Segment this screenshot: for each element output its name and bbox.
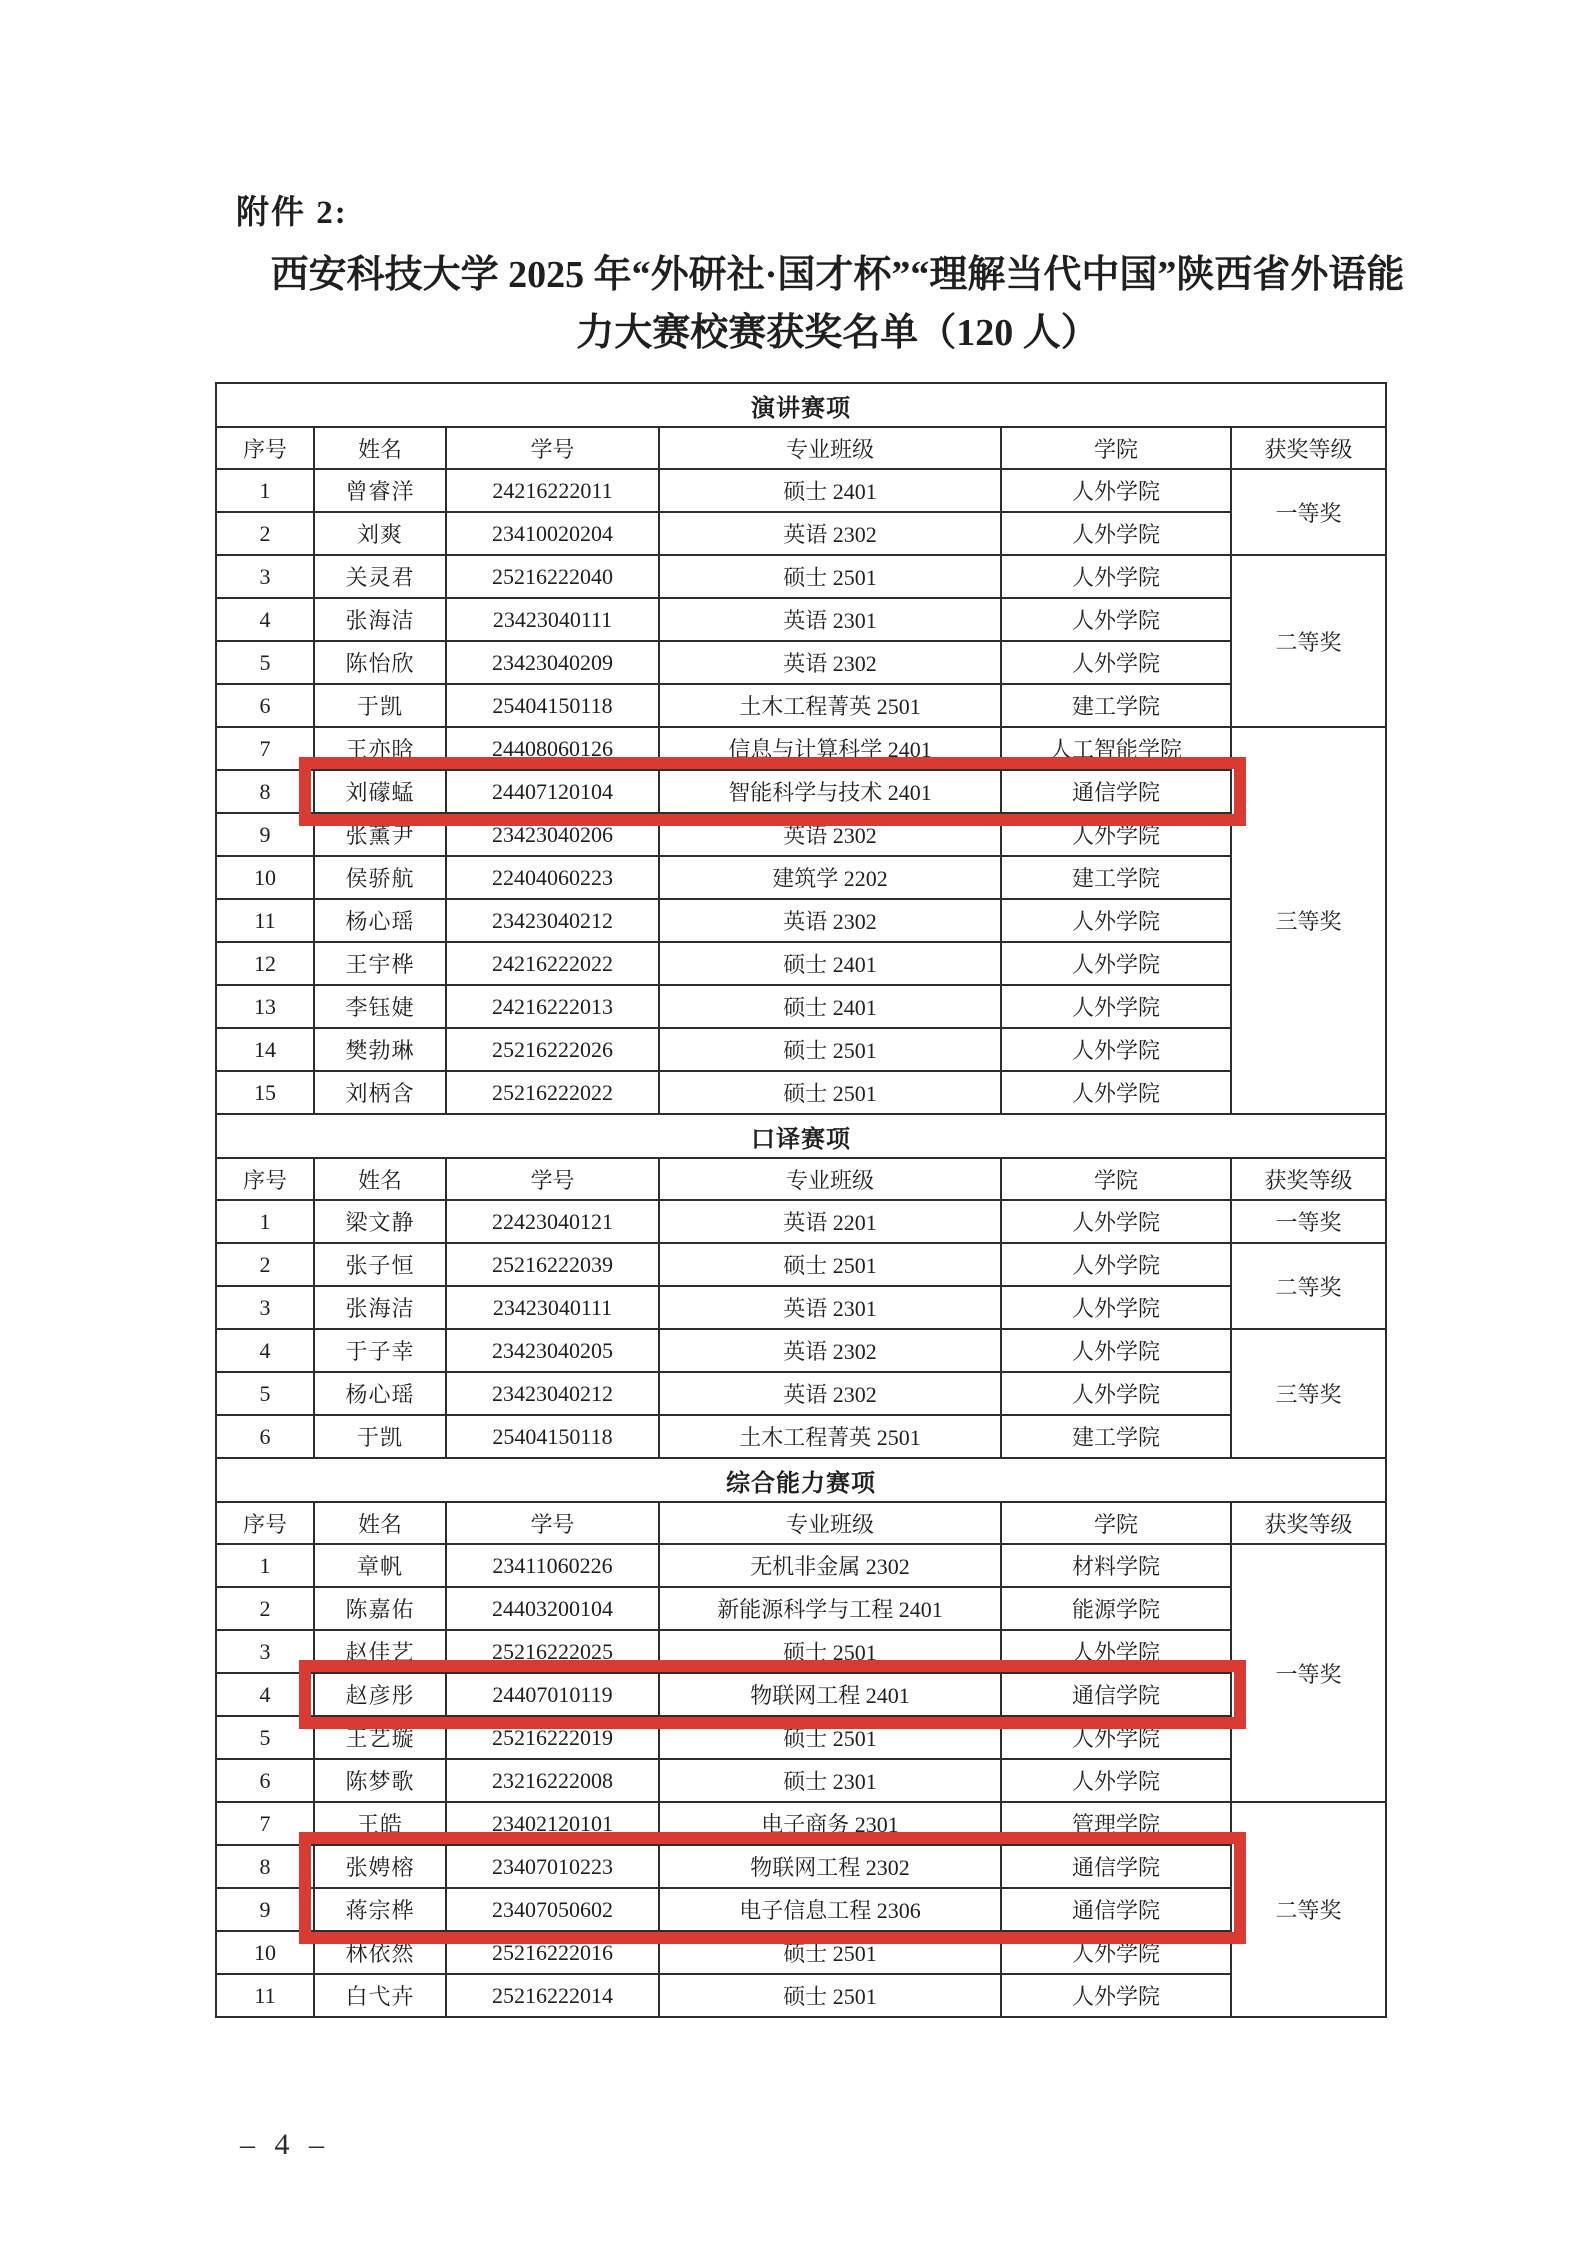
col-header-college: 学院 [1001,427,1231,469]
table-row [216,684,1386,727]
cell-major: 硕士 2401 [659,942,1001,985]
cell-no: 9 [216,1888,314,1931]
cell-no: 12 [216,942,314,985]
page-number: – 4 – [240,2128,330,2161]
table-row [216,942,1386,985]
cell-no: 11 [216,899,314,942]
col-header-name: 姓名 [314,1502,446,1544]
table-row [216,1759,1386,1802]
cell-student-id: 25216222022 [446,1071,659,1114]
cell-no: 1 [216,1200,314,1243]
table-row [216,770,1386,813]
cell-student-id: 24216222013 [446,985,659,1028]
cell-college: 人外学院 [1001,1759,1231,1802]
cell-name: 赵彦彤 [314,1673,446,1716]
col-header-student-id: 学号 [446,427,659,469]
cell-student-id: 25216222025 [446,1630,659,1673]
cell-award: 二等奖 [1231,555,1386,727]
table-row [216,512,1386,555]
cell-college: 人外学院 [1001,1200,1231,1243]
cell-award: 三等奖 [1231,727,1386,1114]
cell-major: 硕士 2501 [659,1931,1001,1974]
cell-student-id: 25216222040 [446,555,659,598]
cell-name: 王亦晗 [314,727,446,770]
cell-name: 张海洁 [314,1286,446,1329]
cell-college: 建工学院 [1001,856,1231,899]
cell-student-id: 23411060226 [446,1544,659,1587]
cell-student-id: 24403200104 [446,1587,659,1630]
cell-name: 刘礞蜢 [314,770,446,813]
cell-college: 人外学院 [1001,1931,1231,1974]
cell-college: 人外学院 [1001,1286,1231,1329]
section-title: 口译赛项 [216,1114,1386,1158]
cell-no: 10 [216,1931,314,1974]
table-row [216,985,1386,1028]
cell-college: 人外学院 [1001,1071,1231,1114]
table-row [216,555,1386,598]
cell-no: 2 [216,512,314,555]
table-row [216,1888,1386,1931]
col-header-college: 学院 [1001,1158,1231,1200]
cell-major: 英语 2301 [659,598,1001,641]
cell-major: 英语 2302 [659,899,1001,942]
cell-no: 2 [216,1587,314,1630]
col-header-award: 获奖等级 [1231,1502,1386,1544]
table-row [216,1372,1386,1415]
cell-no: 7 [216,1802,314,1845]
cell-name: 张子恒 [314,1243,446,1286]
cell-no: 9 [216,813,314,856]
cell-student-id: 23423040212 [446,1372,659,1415]
cell-name: 樊勃琳 [314,1028,446,1071]
col-header-no: 序号 [216,427,314,469]
cell-name: 章帆 [314,1544,446,1587]
cell-no: 14 [216,1028,314,1071]
cell-no: 4 [216,598,314,641]
cell-major: 电子信息工程 2306 [659,1888,1001,1931]
cell-college: 管理学院 [1001,1802,1231,1845]
table-row [216,1243,1386,1286]
table-row [216,1716,1386,1759]
cell-major: 硕士 2401 [659,985,1001,1028]
cell-major: 英语 2302 [659,813,1001,856]
cell-major: 无机非金属 2302 [659,1544,1001,1587]
cell-student-id: 25216222016 [446,1931,659,1974]
cell-college: 通信学院 [1001,1673,1231,1716]
cell-college: 人外学院 [1001,1716,1231,1759]
cell-major: 智能科学与技术 2401 [659,770,1001,813]
cell-name: 张薰尹 [314,813,446,856]
cell-student-id: 25216222026 [446,1028,659,1071]
cell-college: 材料学院 [1001,1544,1231,1587]
cell-name: 张海洁 [314,598,446,641]
cell-student-id: 24408060126 [446,727,659,770]
cell-no: 3 [216,555,314,598]
cell-no: 11 [216,1974,314,2017]
cell-award: 一等奖 [1231,1544,1386,1802]
cell-name: 陈梦歌 [314,1759,446,1802]
cell-award: 三等奖 [1231,1329,1386,1458]
cell-name: 侯骄航 [314,856,446,899]
cell-name: 刘爽 [314,512,446,555]
cell-student-id: 24407120104 [446,770,659,813]
cell-college: 人工智能学院 [1001,727,1231,770]
table-header-row [216,1158,1386,1200]
cell-major: 硕士 2501 [659,1243,1001,1286]
cell-college: 人外学院 [1001,598,1231,641]
cell-college: 人外学院 [1001,512,1231,555]
col-header-major: 专业班级 [659,1502,1001,1544]
cell-name: 刘柄含 [314,1071,446,1114]
cell-major: 硕士 2501 [659,1716,1001,1759]
cell-name: 杨心瑶 [314,899,446,942]
cell-college: 通信学院 [1001,1888,1231,1931]
table-row [216,1200,1386,1243]
cell-name: 曾睿洋 [314,469,446,512]
cell-name: 关灵君 [314,555,446,598]
cell-no: 8 [216,770,314,813]
cell-no: 1 [216,1544,314,1587]
col-header-major: 专业班级 [659,1158,1001,1200]
cell-student-id: 23423040212 [446,899,659,942]
cell-name: 王宇桦 [314,942,446,985]
table-row [216,598,1386,641]
cell-student-id: 22423040121 [446,1200,659,1243]
cell-student-id: 23407010223 [446,1845,659,1888]
cell-no: 15 [216,1071,314,1114]
table-row [216,1845,1386,1888]
cell-student-id: 25404150118 [446,684,659,727]
cell-name: 杨心瑶 [314,1372,446,1415]
cell-no: 10 [216,856,314,899]
cell-no: 6 [216,684,314,727]
cell-award: 一等奖 [1231,1200,1386,1243]
table-row [216,1630,1386,1673]
cell-no: 5 [216,1716,314,1759]
table-row [216,813,1386,856]
table-row [216,641,1386,684]
cell-award: 二等奖 [1231,1802,1386,2017]
cell-major: 英语 2302 [659,1372,1001,1415]
cell-no: 3 [216,1286,314,1329]
cell-name: 李钰婕 [314,985,446,1028]
cell-award: 二等奖 [1231,1243,1386,1329]
table-header-row [216,1502,1386,1544]
cell-major: 英语 2302 [659,1329,1001,1372]
cell-name: 林依然 [314,1931,446,1974]
cell-student-id: 25404150118 [446,1415,659,1458]
table-header-row [216,427,1386,469]
table-row [216,1071,1386,1114]
cell-college: 人外学院 [1001,469,1231,512]
section-title-row [216,383,1386,427]
cell-major: 英语 2302 [659,641,1001,684]
cell-college: 人外学院 [1001,942,1231,985]
cell-student-id: 23423040206 [446,813,659,856]
cell-name: 王皓 [314,1802,446,1845]
cell-major: 信息与计算科学 2401 [659,727,1001,770]
cell-student-id: 23423040111 [446,598,659,641]
page-title [215,246,1460,362]
col-header-name: 姓名 [314,1158,446,1200]
cell-student-id: 24216222022 [446,942,659,985]
cell-college: 人外学院 [1001,1028,1231,1071]
cell-major: 物联网工程 2302 [659,1845,1001,1888]
cell-major: 建筑学 2202 [659,856,1001,899]
cell-major: 硕士 2501 [659,555,1001,598]
cell-name: 梁文静 [314,1200,446,1243]
cell-major: 英语 2201 [659,1200,1001,1243]
cell-student-id: 25216222014 [446,1974,659,2017]
cell-college: 建工学院 [1001,684,1231,727]
cell-college: 人外学院 [1001,985,1231,1028]
cell-major: 英语 2302 [659,512,1001,555]
table-row [216,1802,1386,1845]
table-row [216,1673,1386,1716]
table-row [216,1415,1386,1458]
cell-name: 白弋卉 [314,1974,446,2017]
cell-no: 5 [216,1372,314,1415]
cell-no: 8 [216,1845,314,1888]
table-row [216,856,1386,899]
cell-college: 人外学院 [1001,813,1231,856]
cell-name: 赵佳艺 [314,1630,446,1673]
table-row [216,1931,1386,1974]
cell-college: 人外学院 [1001,1329,1231,1372]
col-header-no: 序号 [216,1502,314,1544]
cell-no: 5 [216,641,314,684]
cell-college: 通信学院 [1001,1845,1231,1888]
cell-student-id: 24216222011 [446,469,659,512]
cell-name: 于凯 [314,1415,446,1458]
cell-name: 王艺璇 [314,1716,446,1759]
col-header-student-id: 学号 [446,1158,659,1200]
table-row [216,899,1386,942]
cell-major: 硕士 2501 [659,1630,1001,1673]
cell-student-id: 25216222019 [446,1716,659,1759]
section-title: 综合能力赛项 [216,1458,1386,1502]
cell-student-id: 25216222039 [446,1243,659,1286]
col-header-college: 学院 [1001,1502,1231,1544]
page-title-line2: 力大赛校赛获奖名单（120 人） [576,312,1099,354]
table-row [216,1286,1386,1329]
table-row [216,1544,1386,1587]
cell-student-id: 24407010119 [446,1673,659,1716]
attachment-label: 附件 2: [236,195,348,231]
col-header-award: 获奖等级 [1231,1158,1386,1200]
cell-student-id: 23423040205 [446,1329,659,1372]
cell-name: 蒋宗桦 [314,1888,446,1931]
cell-student-id: 23402120101 [446,1802,659,1845]
cell-name: 陈怡欣 [314,641,446,684]
cell-student-id: 23410020204 [446,512,659,555]
cell-no: 6 [216,1759,314,1802]
cell-major: 硕士 2401 [659,469,1001,512]
cell-name: 张娉榕 [314,1845,446,1888]
section-title-row [216,1458,1386,1502]
cell-college: 建工学院 [1001,1415,1231,1458]
table-row [216,727,1386,770]
cell-college: 能源学院 [1001,1587,1231,1630]
cell-college: 人外学院 [1001,1630,1231,1673]
table-row [216,1028,1386,1071]
cell-college: 人外学院 [1001,1372,1231,1415]
col-header-major: 专业班级 [659,427,1001,469]
cell-major: 电子商务 2301 [659,1802,1001,1845]
cell-no: 3 [216,1630,314,1673]
cell-college: 通信学院 [1001,770,1231,813]
col-header-no: 序号 [216,1158,314,1200]
cell-no: 6 [216,1415,314,1458]
cell-no: 4 [216,1673,314,1716]
table-row [216,1587,1386,1630]
col-header-student-id: 学号 [446,1502,659,1544]
cell-college: 人外学院 [1001,1974,1231,2017]
cell-no: 4 [216,1329,314,1372]
cell-student-id: 23407050602 [446,1888,659,1931]
page-title-line1: 西安科技大学 2025 年“外研社·国才杯”“理解当代中国”陕西省外语能 [270,254,1405,296]
cell-major: 硕士 2301 [659,1759,1001,1802]
cell-student-id: 23216222008 [446,1759,659,1802]
cell-major: 英语 2301 [659,1286,1001,1329]
cell-college: 人外学院 [1001,555,1231,598]
cell-college: 人外学院 [1001,899,1231,942]
cell-no: 2 [216,1243,314,1286]
cell-major: 新能源科学与工程 2401 [659,1587,1001,1630]
cell-major: 物联网工程 2401 [659,1673,1001,1716]
section-title: 演讲赛项 [216,383,1386,427]
cell-major: 硕士 2501 [659,1071,1001,1114]
cell-name: 于凯 [314,684,446,727]
cell-college: 人外学院 [1001,1243,1231,1286]
cell-student-id: 23423040111 [446,1286,659,1329]
table-row [216,1974,1386,2017]
cell-no: 13 [216,985,314,1028]
col-header-award: 获奖等级 [1231,427,1386,469]
cell-college: 人外学院 [1001,641,1231,684]
col-header-name: 姓名 [314,427,446,469]
table-row [216,469,1386,512]
cell-name: 陈嘉佑 [314,1587,446,1630]
cell-major: 硕士 2501 [659,1974,1001,2017]
cell-major: 硕士 2501 [659,1028,1001,1071]
cell-name: 于子幸 [314,1329,446,1372]
cell-major: 土木工程菁英 2501 [659,1415,1001,1458]
cell-no: 1 [216,469,314,512]
awards-table [215,382,1387,2018]
cell-no: 7 [216,727,314,770]
section-title-row [216,1114,1386,1158]
cell-major: 土木工程菁英 2501 [659,684,1001,727]
cell-student-id: 23423040209 [446,641,659,684]
table-row [216,1329,1386,1372]
cell-student-id: 22404060223 [446,856,659,899]
cell-award: 一等奖 [1231,469,1386,555]
